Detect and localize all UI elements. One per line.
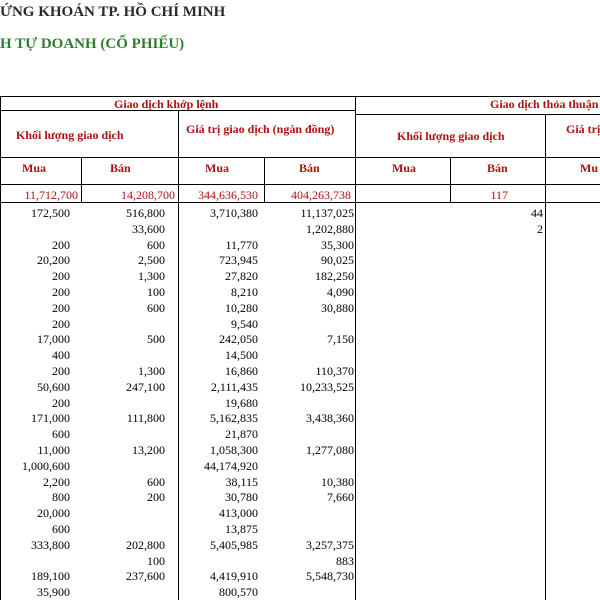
sell-volume-cell: 13,200 [132,443,165,457]
buy-volume-cell: 171,000 [31,411,70,426]
sell-value-cell: 110,370 [315,364,354,378]
total-buy-volume: 11,712,700 [24,188,78,202]
sell-value-cell: 182,250 [315,269,354,284]
sell-value-cell: 90,025 [321,253,354,268]
buy-value-cell: 11,770 [225,237,258,252]
buy-volume-cell: 200 [52,269,70,284]
buy-value-cell: 413,000 [219,506,258,521]
buy-volume-cell: 2,200 [43,474,70,489]
col-line-0 [0,96,1,600]
buy-value-cell: 16,860 [225,364,258,378]
sell-volume-cell: 1,300 [138,269,165,284]
neg-buy-header: Mua [392,161,416,175]
col-line-5 [450,157,451,202]
neg-sell-volume-cell: 44 [531,206,543,220]
sell-volume-cell: 202,800 [126,537,165,552]
buy-volume-cell: 200 [52,364,70,378]
buy-value-cell: 27,820 [225,269,258,284]
sell-value-cell: 11,137,025 [300,206,354,220]
buy-value-cell: 5,162,835 [210,411,258,426]
buy-value-cell: 19,680 [225,395,258,410]
buy-val-header: Mua [205,161,229,175]
buy-volume-cell: 200 [52,285,70,299]
sell-volume-cell: 100 [147,553,165,568]
col-line-4 [355,96,356,600]
sell-value-cell: 1,202,880 [306,221,354,236]
buy-volume-cell: 800 [52,490,70,505]
buy-volume-cell: 50,600 [37,379,70,394]
volume-header-2: Khối lượng giao dịch [397,129,505,143]
volume-header: Khối lượng giao dịch [16,128,124,142]
buy-value-cell: 2,111,435 [210,379,258,394]
neg-sell-header: Bán [487,161,508,175]
sell-vol-header: Bán [110,161,131,175]
sell-volume-cell: 247,100 [126,379,165,394]
sell-volume-cell: 200 [147,490,165,505]
sell-value-cell: 35,300 [321,237,354,252]
sell-volume-cell: 2,500 [138,253,165,268]
buy-value-cell: 10,280 [225,300,258,315]
buysell-rule [0,184,600,185]
matched-header: Giao dịch khớp lệnh [114,97,219,111]
col-line-2 [178,110,179,600]
sell-value-cell: 883 [336,553,354,568]
report-title: H TỰ DOANH (CỔ PHIẾU) [0,36,185,52]
buy-value-cell: 9,540 [231,316,258,331]
buy-volume-cell: 200 [52,316,70,331]
sell-volume-cell: 516,800 [126,206,165,220]
buy-value-cell: 800,570 [219,585,258,600]
sell-volume-cell: 500 [147,332,165,347]
total-neg-sell-volume: 117 [490,188,508,202]
sell-val-header: Bán [299,161,320,175]
sell-value-cell: 7,660 [327,490,354,505]
sell-value-cell: 4,090 [327,285,354,299]
col-line-1 [81,157,82,202]
sell-value-cell: 10,380 [321,474,354,489]
buy-volume-cell: 20,000 [37,506,70,521]
buy-volume-cell: 35,900 [37,585,70,600]
buy-volume-cell: 172,500 [31,206,70,220]
sell-volume-cell: 600 [147,237,165,252]
buy-value-cell: 242,050 [219,332,258,347]
buy-value-cell: 4,419,910 [210,569,258,584]
sell-volume-cell: 600 [147,474,165,489]
buy-vol-header: Mua [22,161,46,175]
value-header: Giá trị giao dịch (ngàn đồng) [186,122,335,136]
buy-value-cell: 38,115 [225,474,258,489]
value-header-2: Giá trị [566,122,600,136]
buy-value-cell: 3,710,380 [210,206,258,220]
sell-volume-cell: 1,300 [138,364,165,378]
total-buy-value: 344,636,530 [198,188,258,202]
sell-value-cell: 1,277,080 [306,443,354,457]
buy-value-cell: 5,405,985 [210,537,258,552]
buy-volume-cell: 200 [52,237,70,252]
sell-value-cell: 10,233,525 [300,379,354,394]
buy-value-cell: 14,500 [225,348,258,363]
buy-volume-cell: 600 [52,427,70,442]
negotiated-header: Giao dịch thỏa thuận [490,97,599,111]
sell-volume-cell: 100 [147,285,165,299]
neg-sell-volume-cell: 2 [537,221,543,236]
org-title: ỨNG KHOÁN TP. HỒ CHÍ MINH [0,4,226,20]
sell-volume-cell: 111,800 [126,411,165,426]
buy-volume-cell: 333,800 [31,537,70,552]
sell-value-cell: 7,150 [327,332,354,347]
total-sell-value: 404,263,738 [291,188,351,202]
buy-volume-cell: 1,000,600 [22,458,70,473]
sell-value-cell: 3,257,375 [306,537,354,552]
buy-value-cell: 723,945 [219,253,258,268]
buy-value-cell: 44,174,920 [204,458,258,473]
buy-value-cell: 13,875 [225,522,258,536]
buy-volume-cell: 200 [52,300,70,315]
buy-volume-cell: 400 [52,348,70,363]
buy-volume-cell: 17,000 [37,332,70,347]
sell-volume-cell: 237,600 [126,569,165,584]
buy-volume-cell: 11,000 [37,443,70,457]
sell-volume-cell: 33,600 [132,221,165,236]
col-line-6 [545,114,546,600]
sell-volume-cell: 600 [147,300,165,315]
buy-volume-cell: 200 [52,395,70,410]
buy-value-cell: 21,870 [225,427,258,442]
subheader-rule [0,157,600,158]
neg-buy-val-header: Mu [580,161,598,175]
sell-value-cell: 5,548,730 [306,569,354,584]
group-header-rule-2 [356,114,600,115]
buy-value-cell: 1,058,300 [210,443,258,457]
buy-value-cell: 8,210 [231,285,258,299]
col-line-3 [264,157,265,202]
total-sell-volume: 14,208,700 [121,188,175,202]
buy-value-cell: 30,780 [225,490,258,505]
buy-volume-cell: 189,100 [31,569,70,584]
sell-value-cell: 30,880 [321,300,354,315]
buy-volume-cell: 600 [52,522,70,536]
sell-value-cell: 3,438,360 [306,411,354,426]
buy-volume-cell: 20,200 [37,253,70,268]
